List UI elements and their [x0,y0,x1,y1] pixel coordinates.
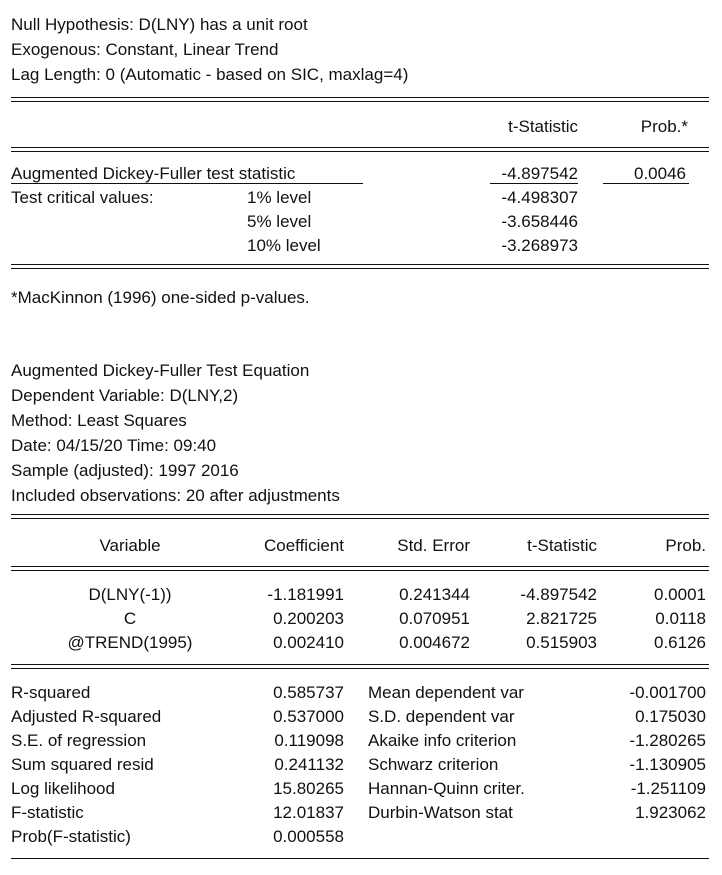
method-line: Method: Least Squares [11,411,187,430]
row-std-error: 0.070951 [399,609,470,628]
stat-value: 0.537000 [273,707,344,726]
row-std-error: 0.241344 [399,585,470,604]
adf-stat-label: Augmented Dickey-Fuller test statistic [11,164,296,183]
exogenous-line: Exogenous: Constant, Linear Trend [11,40,279,59]
table-rule [11,147,709,148]
stat-label: S.D. dependent var [368,707,515,726]
table-rule [11,518,709,519]
table-rule [11,858,709,859]
header-coefficient: Coefficient [263,536,344,555]
underline [11,183,363,184]
row-coefficient: -1.181991 [267,585,344,604]
stat-label: Hannan-Quinn criter. [368,779,525,798]
underline [603,183,689,184]
row-tstat: -4.897542 [520,585,597,604]
row-coefficient: 0.002410 [273,633,344,652]
dependent-variable: Dependent Variable: D(LNY,2) [11,386,239,405]
stat-label: Mean dependent var [368,683,524,702]
stat-value: -1.280265 [629,731,706,750]
row-tstat: 0.515903 [526,633,597,652]
row-std-error: 0.004672 [399,633,470,652]
stat-label: F-statistic [11,803,84,822]
stat-label: Log likelihood [11,779,115,798]
table-rule [11,151,709,152]
level-value: -4.498307 [501,188,578,207]
stat-value: -0.001700 [629,683,706,702]
level-label: 10% level [247,236,321,255]
stat-value: 0.119098 [274,731,344,750]
level-value: -3.268973 [501,236,578,255]
lag-length-line: Lag Length: 0 (Automatic - based on SIC, maxlag=4) [11,65,409,84]
stat-value: 12.01837 [273,803,344,822]
row-variable: D(LNY(-1)) [88,585,172,604]
header-prob: Prob. [665,536,706,555]
stat-value: 0.585737 [273,683,344,702]
stat-label: Schwarz criterion [368,755,499,774]
stat-label: Prob(F-statistic) [11,827,131,846]
stat-label: Durbin-Watson stat [368,803,513,822]
underline [490,183,578,184]
stat-label: S.E. of regression [11,731,147,750]
sample-line: Sample (adjusted): 1997 2016 [11,461,239,480]
table-rule [11,101,709,102]
table-rule [11,566,709,567]
equation-title: Augmented Dickey-Fuller Test Equation [11,361,310,380]
adf-tstat-value: -4.897542 [501,164,578,183]
stat-value: 0.241132 [274,755,344,774]
stat-value: 15.80265 [273,779,344,798]
row-prob: 0.6126 [654,633,706,652]
stat-value: -1.130905 [629,755,706,774]
row-tstat: 2.821725 [526,609,597,628]
table-rule [11,97,709,98]
stat-label: R-squared [11,683,91,702]
level-value: -3.658446 [501,212,578,231]
table-rule [11,514,709,515]
table-rule [11,570,709,571]
col-tstat-header: t-Statistic [508,117,578,136]
table-rule [11,668,709,669]
table-rule [11,268,709,269]
footnote: *MacKinnon (1996) one-sided p-values. [11,288,310,307]
level-label: 1% level [247,188,312,207]
level-label: 5% level [247,212,312,231]
date-line: Date: 04/15/20 Time: 09:40 [11,436,217,455]
row-prob: 0.0001 [654,585,706,604]
stat-value: 1.923062 [635,803,706,822]
row-variable: @TREND(1995) [67,633,193,652]
critical-values-label: Test critical values: [11,188,154,207]
table-rule [11,264,709,265]
col-prob-header: Prob.* [640,117,688,136]
row-prob: 0.0118 [655,609,706,628]
stat-value: -1.251109 [630,779,706,798]
row-variable: C [123,609,137,628]
header-tstat: t-Statistic [527,536,597,555]
observations-line: Included observations: 20 after adjustments [11,486,340,505]
stat-label: Akaike info criterion [368,731,517,750]
header-std-error: Std. Error [397,536,470,555]
adf-prob-value: 0.0046 [634,164,686,183]
stat-label: Adjusted R-squared [11,707,162,726]
null-hypothesis: Null Hypothesis: D(LNY) has a unit root [11,15,308,34]
row-coefficient: 0.200203 [273,609,344,628]
stat-value: 0.000558 [273,827,344,846]
header-variable: Variable [99,536,161,555]
stat-value: 0.175030 [635,707,706,726]
stat-label: Sum squared resid [11,755,154,774]
table-rule [11,664,709,665]
